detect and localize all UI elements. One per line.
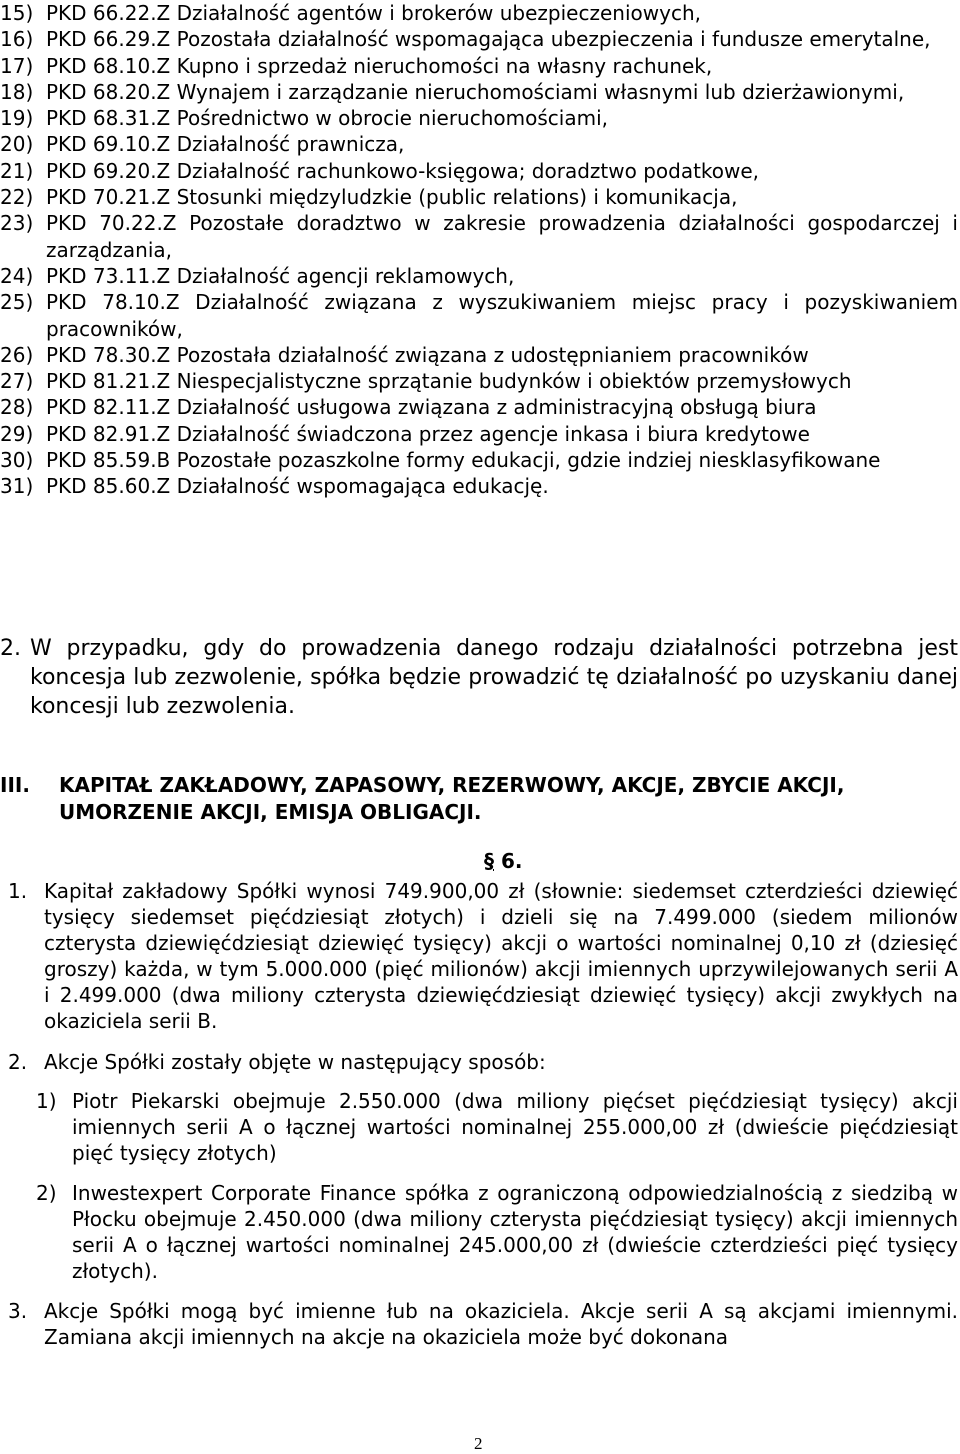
list-item	[36, 1180, 958, 1284]
list-item	[0, 184, 958, 210]
list-item	[36, 1088, 958, 1166]
subpoint-number: 2)	[36, 1181, 57, 1205]
list-item-text: PKD 85.59.B Pozostałe pozaszkolne formy edukacji, gdzie indziej niesklasyfikowane	[46, 448, 881, 473]
list-item	[0, 158, 958, 184]
list-item-number: 15)	[0, 1, 34, 25]
list-item-text: PKD 81.21.Z Niespecjalistyczne sprzątanie budynków i obiektów przemysłowych	[46, 369, 852, 394]
point-number: 2.	[8, 1050, 28, 1074]
list-item-text: PKD 82.91.Z Działalność świadczona przez agencje inkasa i biura kredytowe	[46, 421, 810, 446]
section-3-title: KAPITAŁ ZAKŁADOWY, ZAPASOWY, REZERWOWY, AKCJE, ZBYCIE AKCJI, UMORZENIE AKCJI, EMISJA OBLIGACJI.	[59, 773, 845, 824]
point-text: Akcje Spółki zostały objęte w następujący sposób:	[44, 1050, 546, 1074]
list-item-number: 23)	[0, 211, 34, 236]
list-item-number: 16)	[0, 27, 34, 52]
list-item	[0, 26, 958, 52]
list-item-text: PKD 69.20.Z Działalność rachunkowo-księgowa; doradztwo podatkowe,	[46, 158, 760, 183]
section-2-number: 2.	[0, 636, 21, 661]
list-item	[0, 263, 958, 289]
subpoint-1	[0, 1088, 958, 1166]
point-1	[0, 878, 958, 1034]
list-item-number: 19)	[0, 106, 34, 131]
point-number: 3.	[8, 1299, 28, 1323]
list-item-text: PKD 78.10.Z Działalność związana z wyszukiwaniem miejsc pracy i pozyskiwaniem pracowników,	[46, 290, 958, 341]
list-item-text: PKD 66.29.Z Pozostała działalność wspomagająca ubezpieczenia i fundusze emerytalne,	[46, 27, 931, 52]
point-number: 1.	[8, 879, 28, 903]
list-item-number: 28)	[0, 395, 34, 420]
list-item	[0, 447, 958, 473]
list-item	[0, 394, 958, 420]
list-item-number: 18)	[0, 79, 34, 104]
section-2-paragraph	[0, 634, 958, 721]
list-item	[0, 210, 958, 263]
point-text: Kapitał zakładowy Spółki wynosi 749.900,00 zł (słownie: siedemset czterdzieści dziewięć tysięcy siedemset pięćdziesiąt złotych) i dzieli się na 7.499.000 (siedem milionów czterysta dziewięćdziesiąt dziewięć tysięcy) akcji o wartości nominalnej 0,10 zł (dziesięć groszy) każda, w tym 5.000.000 (pięć milionów) akcji imiennych uprzywilejowanych serii A i 2.499.000 (dwa miliony czterysta dziewięćdziesiąt dziewięć tysięcy) akcji zwykłych na okaziciela serii B.	[44, 879, 958, 1033]
list-item-number: 17)	[0, 53, 34, 78]
list-item-text: PKD 70.21.Z Stosunki międzyludzkie (public relations) i komunikacja,	[46, 185, 738, 210]
list-item-text: PKD 68.20.Z Wynajem i zarządzanie nieruchomościami własnymi lub dzierżawionymi,	[46, 79, 905, 104]
point-3	[0, 1298, 958, 1350]
paragraph-number: 6.	[494, 849, 523, 873]
section-3-heading	[0, 772, 958, 826]
list-item-number: 22)	[0, 185, 34, 210]
pkd-list	[0, 0, 958, 500]
list-item	[0, 368, 958, 394]
list-item-text: PKD 73.11.Z Działalność agencji reklamowych,	[46, 263, 515, 288]
list-item-text: PKD 70.22.Z Pozostałe doradztwo w zakresie prowadzenia działalności gospodarczej i zarządzania,	[46, 211, 958, 262]
list-item	[0, 342, 958, 368]
list-item	[0, 131, 958, 157]
list-item-number: 26)	[0, 342, 34, 367]
list-item-text: PKD 68.31.Z Pośrednictwo w obrocie nieruchomościami,	[46, 106, 608, 131]
list-item	[0, 421, 958, 447]
list-item-number: 20)	[0, 132, 34, 157]
list-item-number: 31)	[0, 474, 34, 499]
subpoint-number: 1)	[36, 1089, 57, 1113]
list-item-text: PKD 69.10.Z Działalność prawnicza,	[46, 132, 405, 157]
list-item-text: PKD 68.10.Z Kupno i sprzedaż nieruchomości na własny rachunek,	[46, 53, 713, 78]
list-item	[0, 1298, 958, 1350]
paragraph-sign: §	[484, 849, 494, 873]
subpoint-2	[0, 1180, 958, 1284]
list-item-text: PKD 78.30.Z Pozostała działalność związana z udostępnianiem pracowników	[46, 342, 809, 367]
list-item	[0, 289, 958, 342]
list-item	[0, 473, 958, 499]
list-item	[0, 105, 958, 131]
paragraph-heading	[484, 848, 522, 875]
list-item-number: 25)	[0, 290, 34, 315]
list-item	[0, 79, 958, 105]
subpoint-text: Piotr Piekarski obejmuje 2.550.000 (dwa miliony pięćset pięćdziesiąt tysięcy) akcji imiennych serii A o łącznej wartości nominalnej 255.000,00 zł (dwieście pięćdziesiąt pięć tysięcy złotych)	[72, 1089, 958, 1165]
list-item	[0, 1049, 958, 1075]
point-text: Akcje Spółki mogą być imienne łub na okaziciela. Akcje serii A są akcjami imiennymi. Zamiana akcji imiennych na akcje na okaziciela może być dokonana	[44, 1299, 958, 1349]
subpoint-text: Inwestexpert Corporate Finance spółka z ograniczoną odpowiedzialnością z siedzibą w Płocku obejmuje 2.450.000 (dwa miliony czterysta pięćdziesiąt tysięcy) akcji imiennych serii A o łącznej wartości nominalnej 245.000,00 zł (dwieście czterdzieści pięć tysięcy złotych).	[72, 1181, 958, 1283]
list-item-number: 30)	[0, 448, 34, 473]
list-item	[0, 53, 958, 79]
list-item-number: 24)	[0, 263, 34, 288]
page-number: 2	[474, 1434, 483, 1453]
list-item	[0, 0, 958, 26]
list-item-number: 29)	[0, 421, 34, 446]
list-item-text: PKD 66.22.Z Działalność agentów i brokerów ubezpieczeniowych,	[46, 1, 701, 25]
section-2-text: W przypadku, gdy do prowadzenia danego rodzaju działalności potrzebna jest koncesja lub zezwolenie, spółka będzie prowadzić tę działalność po uzyskaniu danej koncesji lub zezwolenia.	[30, 636, 958, 719]
list-item	[0, 878, 958, 1034]
section-3-number: III.	[0, 773, 30, 797]
list-item-number: 27)	[0, 369, 34, 394]
list-item-number: 21)	[0, 158, 34, 183]
list-item-text: PKD 85.60.Z Działalność wspomagająca edukację.	[46, 474, 549, 499]
point-2	[0, 1049, 958, 1075]
list-item-text: PKD 82.11.Z Działalność usługowa związana z administracyjną obsługą biura	[46, 395, 817, 420]
